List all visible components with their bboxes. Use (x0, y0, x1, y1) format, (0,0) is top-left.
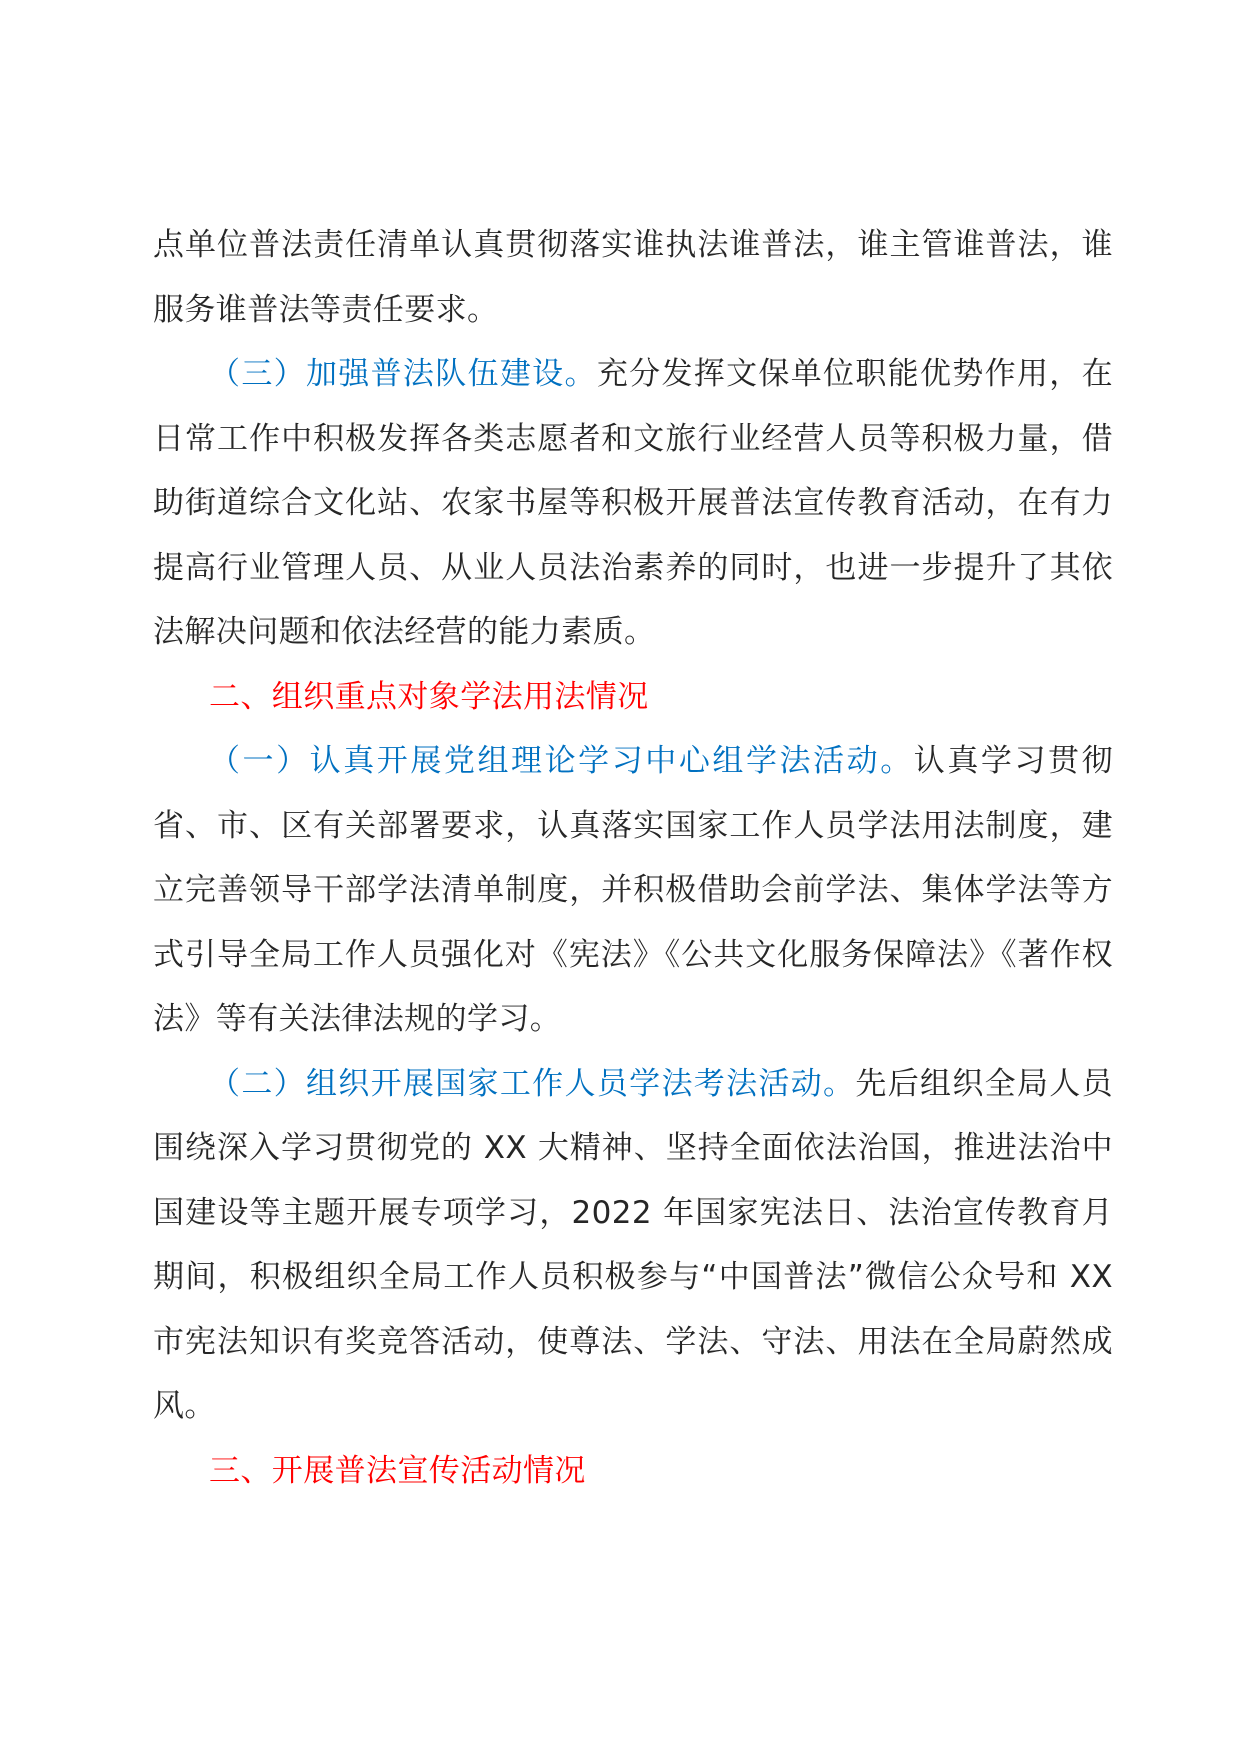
paragraph-staff-exam-text: 先后组织全局人员围绕深入学习贯彻党的 XX 大精神、坚持全面依法治国，推进法治中国建设等主题开展专项学习，2022 年国家宪法日、法治宣传教育月期间，积极组织全局工作人员积极参与“中国普法”微信公众号和 XX 市宪法知识有奖竞答活动，使尊法、学法、守法、用法在全局蔚然成风。 (153, 1065, 1114, 1424)
paragraph-team-building (153, 342, 1113, 665)
section-heading-two: 二、组织重点对象学法用法情况 (209, 678, 649, 715)
section-heading-three: 三、开展普法宣传活动情况 (209, 1452, 586, 1489)
paragraph-party-study (153, 729, 1113, 1052)
paragraph-party-study-text: 认真学习贯彻省、市、区有关部署要求，认真落实国家工作人员学法用法制度，建立完善领导干部学法清单制度，并积极借助会前学法、集体学法等方式引导全局工作人员强化对《宪法》《公共文化服务保障法》《著作权法》等有关法律法规的学习。 (153, 743, 1113, 1037)
document-body (153, 213, 1113, 1503)
paragraph-team-building-text: 充分发挥文保单位职能优势作用，在日常工作中积极发挥各类志愿者和文旅行业经营人员等积极力量，借助街道综合文化站、农家书屋等积极开展普法宣传教育活动，在有力提高行业管理人员、从业人员法治素养的同时，也进一步提升了其依法解决问题和依法经营的能力素质。 (153, 356, 1113, 650)
subheading-team-building: （三）加强普法队伍建设。 (209, 356, 597, 392)
subheading-staff-exam: （二）组织开展国家工作人员学法考法活动。 (209, 1065, 856, 1102)
subheading-party-study: （一）认真开展党组理论学习中心组学法活动。 (209, 743, 914, 779)
paragraph-continuation: 点单位普法责任清单认真贯彻落实谁执法谁普法，谁主管谁普法，谁服务谁普法等责任要求。 (153, 227, 1113, 328)
paragraph-staff-exam (153, 1052, 1113, 1439)
